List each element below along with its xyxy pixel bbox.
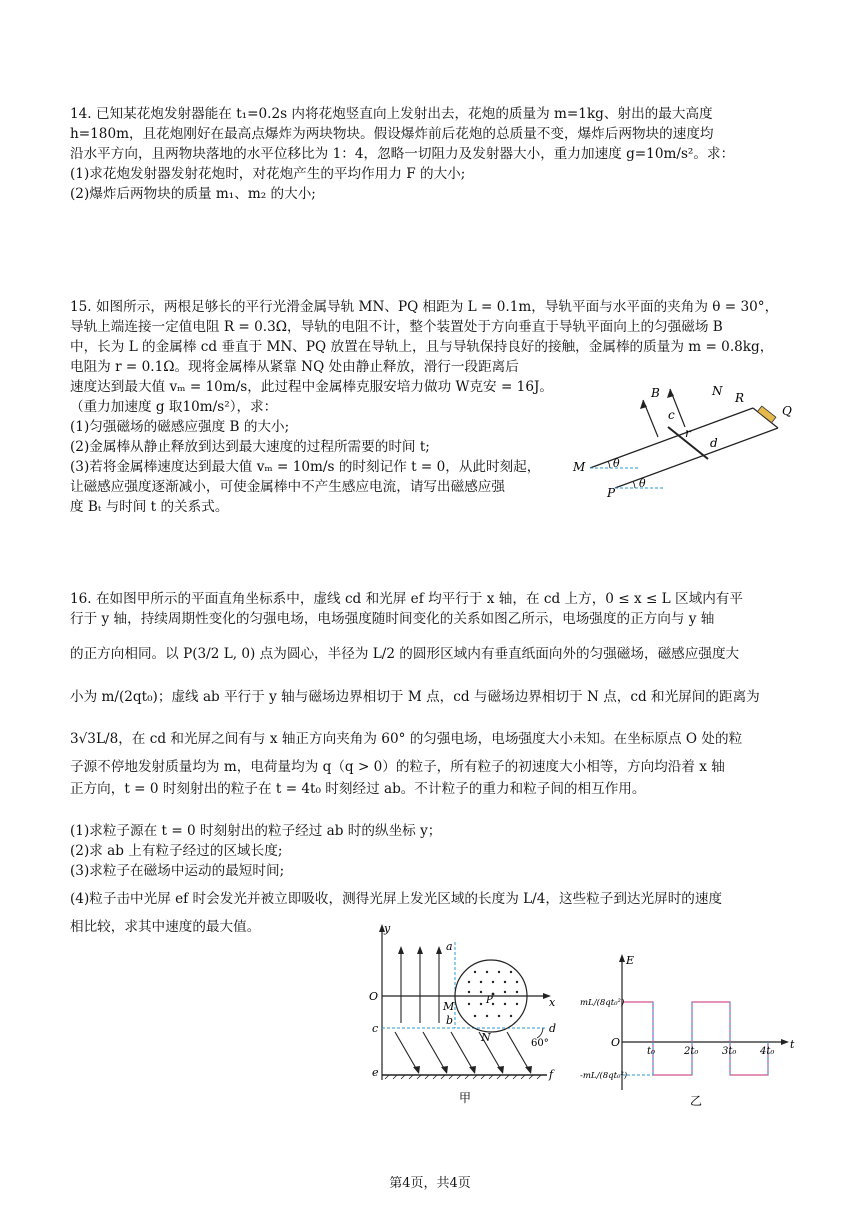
yi-caption: 乙: [690, 1094, 703, 1108]
yi-label-neg: -mL/(8qt₀²): [580, 1071, 628, 1081]
incline-rails-figure: [565, 375, 795, 510]
label-theta-2: θ: [639, 477, 646, 490]
jia-label-e: e: [372, 1066, 379, 1079]
q15-line-8: (2)金属棒从静止释放到达到最大速度的过程所需要的时间 t;: [70, 439, 430, 455]
q14-line-5: (2)爆炸后两物块的质量 m₁、m₂ 的大小;: [70, 186, 316, 202]
label-M: M: [573, 460, 586, 474]
yi-label-E: E: [626, 954, 635, 967]
q14-line-3: 沿水平方向，且两物块落地的水平位移比为 1：4，忽略一切阻力及发射器大小，重力加速度 g=10m/s²。求：: [70, 146, 735, 162]
q15-line-9: (3)若将金属棒速度达到最大值 vₘ = 10m/s 的时刻记作 t = 0，从此时刻起，: [70, 459, 541, 475]
q16-line-10: (3)求粒子在磁场中运动的最短时间;: [70, 863, 285, 879]
q16-line-1: 16. 在如图甲所示的平面直角坐标系中，虚线 cd 和光屏 ef 均平行于 x 轴，在 cd 上方，0 ≤ x ≤ L 区域内有平: [70, 591, 743, 607]
q15-line-1: 15. 如图所示，两根足够长的平行光滑金属导轨 MN、PQ 相距为 L = 0.1m，导轨平面与水平面的夹角为 θ = 30°，: [70, 299, 779, 315]
q16-line-3: 的正方向相同。以 P(3/2 L, 0) 点为圆心，半径为 L/2 的圆形区域内有垂直纸面向外的匀强磁场，磁感应强度大: [70, 646, 740, 662]
jia-label-M: M: [443, 1000, 455, 1013]
label-Q: Q: [782, 404, 792, 418]
q15-line-4: 电阻为 r = 0.1Ω。现将金属棒从紧靠 NQ 处由静止释放，滑行一段距离后: [70, 359, 519, 375]
yi-label-O: O: [611, 1036, 621, 1049]
yi-label-pos: mL/(8qt₀²): [580, 998, 625, 1008]
label-c: c: [668, 408, 675, 422]
q15-line-6: （重力加速度 g 取10m/s²），求：: [70, 399, 278, 415]
page-footer: 第4页，共4页: [389, 1176, 471, 1191]
label-P: P: [607, 486, 616, 500]
jia-label-a: a: [446, 940, 453, 953]
jia-label-N: N: [481, 1031, 491, 1044]
q16-line-8: (1)求粒子源在 t = 0 时刻射出的粒子经过 ab 时的纵坐标 y；: [70, 823, 442, 839]
jia-label-c: c: [372, 1022, 379, 1035]
label-R: R: [735, 391, 745, 405]
figure-yi: [580, 950, 810, 1110]
q15-line-5: 速度达到最大值 vₘ = 10m/s，此过程中金属棒克服安培力做功 W克安 = 16J。: [70, 379, 554, 395]
jia-caption: 甲: [459, 1091, 472, 1105]
q16-line-5: 3√3L/8，在 cd 和光屏之间有与 x 轴正方向夹角为 60° 的匀强电场，电场强度大小未知。在坐标原点 O 处的粒: [70, 731, 743, 747]
q14-line-1: 14. 已知某花炮发射器能在 t₁=0.2s 内将花炮竖直向上发射出去，花炮的质量为 m=1kg、射出的最大高度: [70, 106, 713, 122]
jia-label-y: y: [384, 922, 391, 935]
q15-line-2: 导轨上端连接一定值电阻 R = 0.3Ω，导轨的电阻不计，整个装置处于方向垂直于导轨平面向上的匀强磁场 B: [70, 319, 723, 335]
q16-line-2: 行于 y 轴，持续周期性变化的匀强电场，电场强度随时间变化的关系如图乙所示，电场强度的正方向与 y 轴: [70, 611, 715, 627]
q16-line-12: 相比较，求其中速度的最大值。: [70, 919, 261, 935]
jia-label-b: b: [446, 1014, 454, 1027]
yi-label-3t0: 3t₀: [722, 1046, 737, 1057]
q15-line-3: 中，长为 L 的金属棒 cd 垂直于 MN、PQ 放置在导轨上，且与导轨保持良好的接触，金属棒的质量为 m = 0.8kg，: [70, 339, 774, 355]
label-theta-1: θ: [613, 457, 620, 470]
label-d: d: [710, 436, 718, 450]
q15-line-10: 让磁感应强度逐渐减小，可使金属棒中不产生感应电流，请写出磁感应强: [70, 479, 505, 495]
jia-label-d: d: [549, 1022, 557, 1035]
q15-line-11: 度 Bₜ 与时间 t 的关系式。: [70, 499, 229, 515]
yi-label-2t0: 2t₀: [684, 1046, 699, 1057]
q14-line-4: (1)求花炮发射器发射花炮时，对花炮产生的平均作用力 F 的大小;: [70, 166, 466, 182]
yi-label-4t0: 4t₀: [760, 1046, 775, 1057]
q16-line-11: (4)粒子击中光屏 ef 时会发光并被立即吸收，测得光屏上发光区域的长度为 L/4，这些粒子到达光屏时的速度: [70, 891, 723, 907]
jia-label-P: P: [486, 995, 493, 1006]
label-N: N: [712, 384, 723, 398]
q15-line-7: (1)匀强磁场的磁感应强度 B 的大小;: [70, 419, 290, 435]
figure-jia: [365, 920, 565, 1110]
q16-line-4: 小为 m/(2qt₀)；虚线 ab 平行于 y 轴与磁场边界相切于 M 点，cd 与磁场边界相切于 N 点，cd 和光屏间的距离为: [70, 689, 760, 705]
label-r: r: [685, 426, 691, 440]
jia-label-angle: 60°: [531, 1038, 549, 1049]
label-B: B: [651, 386, 660, 400]
yi-label-t0: t₀: [647, 1046, 656, 1057]
q16-line-9: (2)求 ab 上有粒子经过的区域长度;: [70, 843, 283, 859]
q16-line-6: 子源不停地发射质量均为 m，电荷量均为 q（q > 0）的粒子，所有粒子的初速度大小相等，方向均沿着 x 轴: [70, 759, 725, 775]
q14-line-2: h=180m，且花炮刚好在最高点爆炸为两块物块。假设爆炸前后花炮的总质量不变，爆炸后两物块的速度均: [70, 126, 714, 142]
jia-label-x: x: [549, 996, 556, 1009]
jia-label-O: O: [369, 990, 379, 1003]
yi-label-t: t: [790, 1038, 795, 1051]
q16-line-7: 正方向，t = 0 时刻射出的粒子在 t = 4t₀ 时刻经过 ab。不计粒子的重力和粒子间的相互作用。: [70, 781, 646, 797]
jia-label-f: f: [549, 1068, 554, 1081]
